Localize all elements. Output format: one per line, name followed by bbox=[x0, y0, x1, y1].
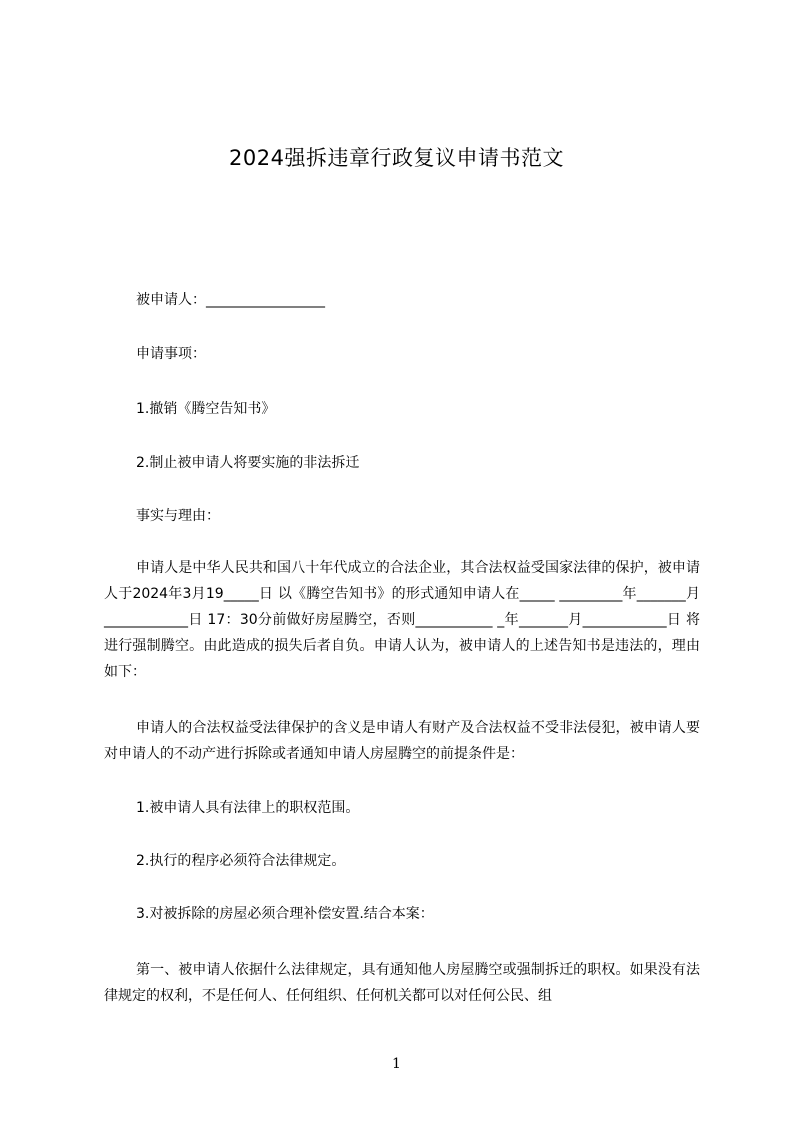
first-point-paragraph: 第一、被申请人依据什么法律规定，具有通知他人房屋腾空或强制拆迁的职权。如果没有法律规定的权利，不是任何人、任何组织、任何机关都可以对任何公民、组 bbox=[104, 962, 700, 1004]
condition-2: 2.执行的程序必须符合法律规定。 bbox=[136, 853, 346, 869]
condition-1: 1.被申请人具有法律上的职权范围。 bbox=[136, 800, 360, 816]
condition-3: 3.对被拆除的房屋必须合理补偿安置.结合本案： bbox=[136, 906, 434, 922]
facts-paragraph: 申请人是中华人民共和国八十年代成立的合法企业，其合法权益受国家法律的保护，被申请人于2024年3月19_____日 以《腾空告知书》的形式通知申请人在_____ _________年_______月____________日 17：30分前做好房屋腾空，否则___________ _年_______月____________日 将进行强制腾空。由此造成的损失后者自负。申请人认为，被申请人的上述告知书是违法的，理由如下： bbox=[104, 560, 700, 680]
page-number: 1 bbox=[392, 1056, 401, 1072]
facts-heading: 事实与理由： bbox=[136, 508, 220, 524]
respondent-line: 被申请人：_________________ bbox=[136, 292, 325, 308]
request-item-2: 2.制止被申请人将要实施的非法拆迁 bbox=[136, 455, 360, 471]
request-item-1: 1.撤销《腾空告知书》 bbox=[136, 401, 276, 417]
document-title: 2024强拆违章行政复议申请书范文 bbox=[229, 146, 564, 170]
rights-paragraph: 申请人的合法权益受法律保护的含义是申请人有财产及合法权益不受非法侵犯，被申请人要对申请人的不动产进行拆除或者通知申请人房屋腾空的前提条件是： bbox=[104, 720, 700, 762]
request-heading: 申请事项： bbox=[136, 346, 206, 362]
